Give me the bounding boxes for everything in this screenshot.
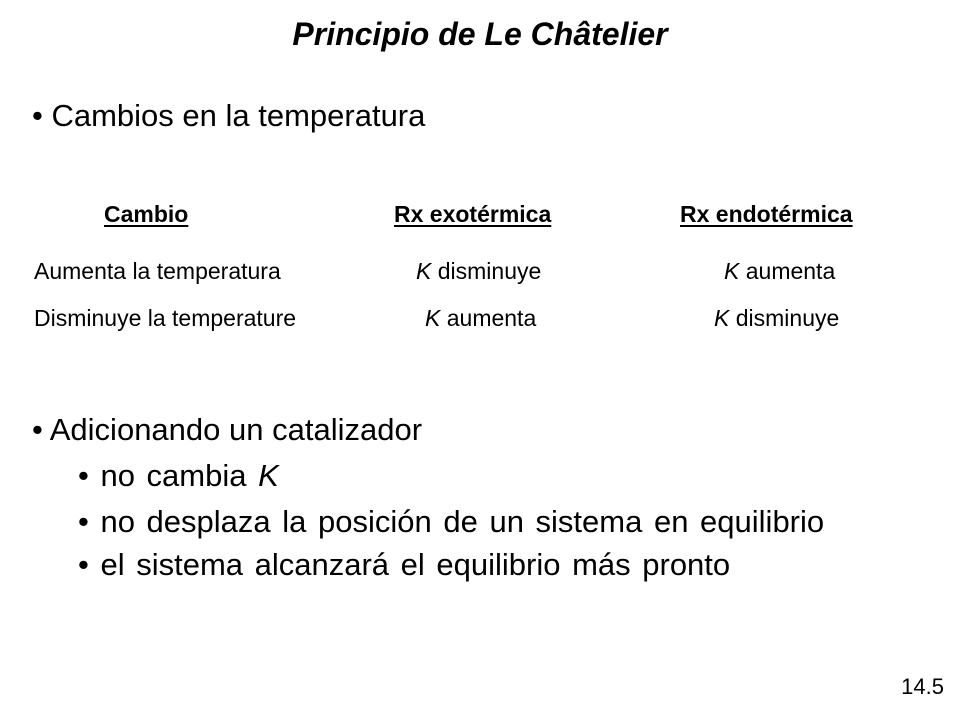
bullet-catalyst: • Adicionando un catalizador (32, 412, 423, 447)
effect-text: disminuye (729, 305, 840, 331)
sub-bullet-text: • no cambia (78, 458, 259, 493)
k-symbol: K (425, 305, 441, 331)
row-increase-endothermic-effect (724, 258, 835, 285)
slide-title: Principio de Le Châtelier (292, 16, 668, 52)
bullet-temperature-changes: • Cambios en la temperatura (32, 98, 426, 133)
header-cambio: Cambio (104, 201, 189, 227)
row-increase-temperature-label: Aumenta la temperatura (34, 258, 281, 284)
sub-bullet-no-shift: • no desplaza la posición de un sistema en equilibrio (78, 504, 825, 539)
row-decrease-exothermic-effect (425, 305, 536, 332)
sub-bullet-no-change-k (78, 458, 279, 494)
row-decrease-temperature-label: Disminuye la temperature (34, 305, 297, 331)
header-endothermic: Rx endotérmica (680, 201, 853, 227)
effect-text: aumenta (739, 258, 836, 284)
k-symbol: K (258, 458, 279, 493)
row-increase-exothermic-effect (416, 258, 541, 285)
k-symbol: K (416, 258, 432, 284)
k-symbol: K (724, 258, 740, 284)
page-number: 14.5 (901, 674, 944, 699)
sub-bullet-faster-equilibrium: • el sistema alcanzará el equilibrio más pronto (78, 547, 731, 582)
row-decrease-endothermic-effect (714, 305, 839, 332)
header-exothermic: Rx exotérmica (394, 201, 552, 227)
k-symbol: K (714, 305, 730, 331)
effect-text: aumenta (440, 305, 537, 331)
effect-text: disminuye (431, 258, 542, 284)
